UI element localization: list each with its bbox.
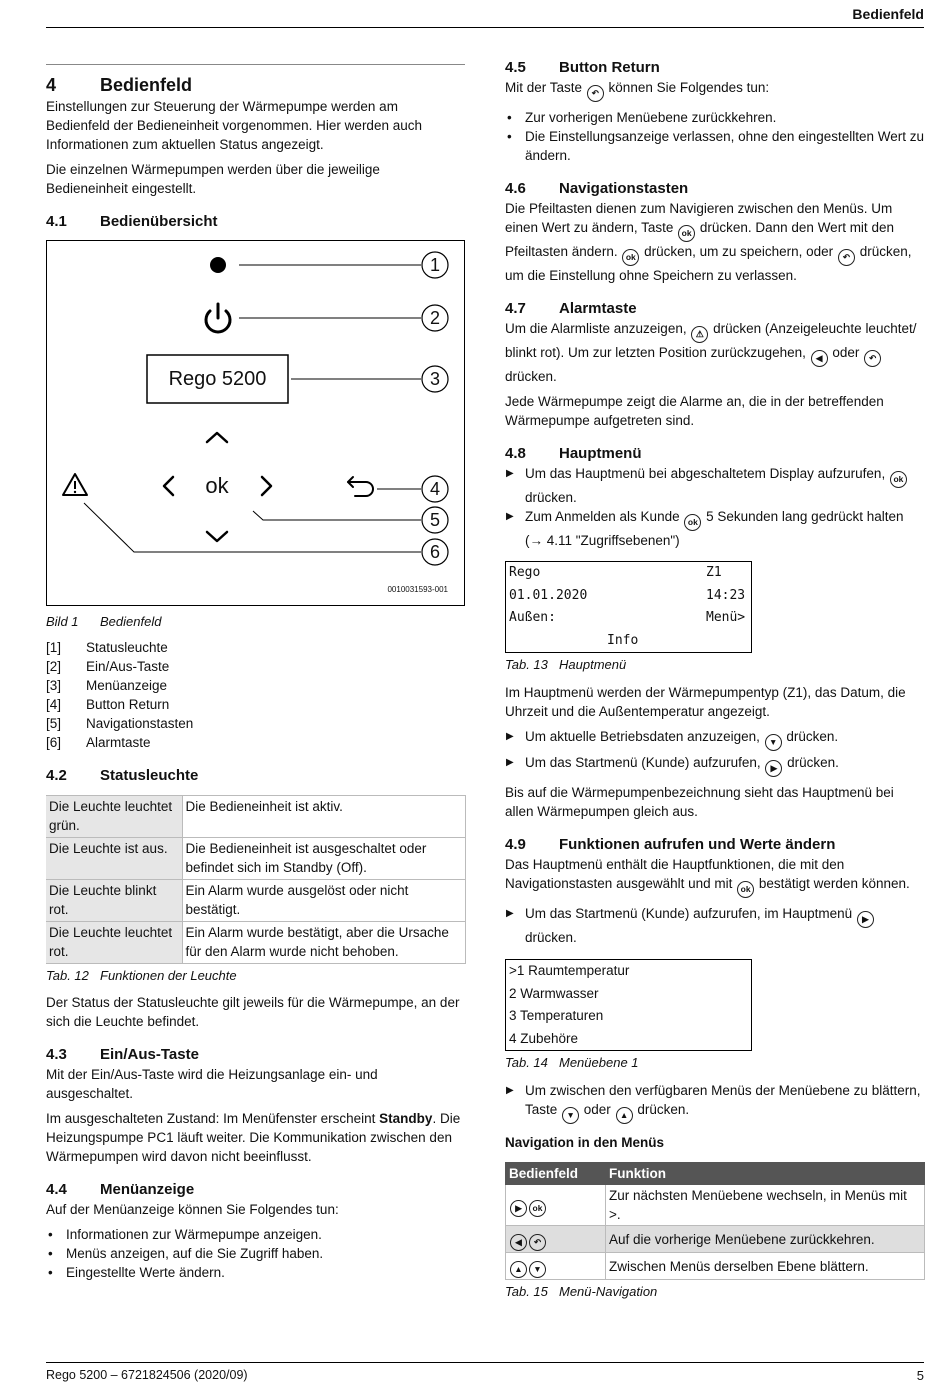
list-item: • Informationen zur Wärmepumpe anzeigen. xyxy=(46,1225,465,1244)
menu-navigation-table: Bedienfeld Funktion ▶ ok Zur nächsten Menüebene wechseln, in Menüs mit >. ◀ ↶ Auf die vorherige Menüebene zurückkehren. ▲ ▼ Zwischen Menüs derselben Ebene blättern. xyxy=(505,1162,925,1280)
left-key-icon: ◀ xyxy=(510,1234,527,1251)
section-4-3-text-1: Mit der Ein/Aus-Taste wird die Heizungsanlage ein- und ausgeschaltet. xyxy=(46,1067,378,1101)
callout-5: 5 xyxy=(429,510,440,530)
section-4-5-heading: 4.5 Button Return xyxy=(505,59,660,76)
section-4-text-1: Einstellungen zur Steuerung der Wärmepumpe werden am Bedienfeld der Bedieneinheit vorgenommen. Hier werden auch Informationen zum aktuellen Status angezeigt. xyxy=(46,99,422,152)
control-panel-drawing xyxy=(47,241,466,607)
down-key-icon: ▼ xyxy=(765,734,782,751)
callout-3: 3 xyxy=(429,369,440,389)
section-4-3-text-2: Im ausgeschalteten Zustand: Im Menüfenster erscheint Standby. Die Heizungspumpe PC1 läuft weiter. Die Kommunikation zwischen den Wärmepumpen wird davon nicht beeinflusst. xyxy=(46,1111,461,1164)
list-item: ▶ Um zwischen den verfügbaren Menüs der Menüebene zu blättern, Taste ▼ oder ▲ drücken. xyxy=(505,1081,925,1124)
list-item: 2 Warmwasser xyxy=(509,985,599,1001)
figure-caption: Bild 1 Bedienfeld xyxy=(46,614,162,629)
table-12-caption: Tab. 12 Funktionen der Leuchte xyxy=(46,968,237,983)
list-item: ▶ Um aktuelle Betriebsdaten anzuzeigen, ▼ drücken. xyxy=(505,727,925,751)
list-item: • Zur vorherigen Menüebene zurückkehren. xyxy=(505,108,925,127)
ok-key-icon: ok xyxy=(890,471,907,488)
list-item: • Die Einstellungsanzeige verlassen, ohne den eingestellten Wert zu ändern. xyxy=(505,127,925,165)
main-menu-display: Rego Z1 01.01.2020 14:23 Außen: Menü> Info xyxy=(505,561,752,653)
section-4-text-2: Die einzelnen Wärmepumpen werden über die jeweilige Bedieneinheit eingestellt. xyxy=(46,162,380,196)
list-item: ▶ Zum Anmelden als Kunde ok 5 Sekunden lang gedrückt halten (→ 4.11 "Zugriffsebenen") xyxy=(505,507,925,550)
table-row: Die Leuchte ist aus. Die Bedieneinheit ist ausgeschaltet oder befindet sich im Standby (Off). xyxy=(46,838,466,880)
right-column xyxy=(505,58,925,1301)
down-arrow-icon xyxy=(207,532,227,541)
section-4-1-heading: 4.1 Bedienübersicht xyxy=(46,213,218,230)
return-key-icon: ↶ xyxy=(529,1234,546,1251)
section-4-5-list xyxy=(505,108,925,165)
section-4-8-steps-2 xyxy=(505,727,925,777)
table-row: Die Leuchte leuchtet rot. Ein Alarm wurde bestätigt, aber die Ursache für den Alarm wurde nicht behoben. xyxy=(46,922,466,964)
section-4-8-steps xyxy=(505,464,925,550)
callout-2: 2 xyxy=(429,308,440,328)
right-key-icon: ▶ xyxy=(857,911,874,928)
header-title: Bedienfeld xyxy=(852,6,924,22)
return-key-icon: ↶ xyxy=(587,85,604,102)
list-item: • Eingestellte Werte ändern. xyxy=(46,1263,465,1282)
menu-level-1-display xyxy=(505,959,752,1051)
ok-key-icon: ok xyxy=(684,514,701,531)
left-arrow-icon xyxy=(164,477,173,495)
up-key-icon: ▲ xyxy=(510,1261,527,1278)
table-14-caption: Tab. 14 Menüebene 1 xyxy=(505,1055,639,1070)
return-icon xyxy=(348,477,373,496)
return-key-icon: ↶ xyxy=(838,249,855,266)
section-4-9-steps-2 xyxy=(505,1081,925,1124)
section-4-2-heading: 4.2 Statusleuchte xyxy=(46,767,199,784)
section-4-7-heading: 4.7 Alarmtaste xyxy=(505,300,637,317)
list-item: 4 Zubehöre xyxy=(509,1030,579,1046)
section-4-9-text: Das Hauptmenü enthält die Hauptfunktionen, die mit den Navigationstasten ausgewählt und mit ok bestätigt werden können. xyxy=(505,855,925,898)
left-key-icon: ◀ xyxy=(811,350,828,367)
section-4-heading: 4 Bedienfeld xyxy=(46,75,193,95)
left-column xyxy=(46,64,465,1282)
list-item: • Menüs anzeigen, auf die Sie Zugriff haben. xyxy=(46,1244,465,1263)
section-4-3-heading: 4.3 Ein/Aus-Taste xyxy=(46,1046,199,1063)
section-4-6-text: Die Pfeiltasten dienen zum Navigieren zwischen den Menüs. Um einen Wert zu ändern, Taste ok drücken. Dann den Wert mit den Pfeiltasten ändern. ok drücken, um zu speichern, oder ↶ drücken, um die Einstellung ohne Speichern zu verlassen. xyxy=(505,201,912,283)
callout-1: 1 xyxy=(429,255,440,275)
table-row: ◀ ↶ Auf die vorherige Menüebene zurückkehren. xyxy=(506,1226,925,1253)
section-4-8-heading: 4.8 Hauptmenü xyxy=(505,445,642,462)
section-4-4-text: Auf der Menüanzeige können Sie Folgendes tun: xyxy=(46,1202,339,1217)
list-item: 3 Temperaturen xyxy=(509,1008,604,1023)
footer-rule xyxy=(46,1362,924,1363)
section-4-7-text-2: Jede Wärmepumpe zeigt die Alarme an, die in der betreffenden Wärmepumpe aufgetreten sind. xyxy=(505,394,884,428)
section-4-2-text: Der Status der Statusleuchte gilt jeweils für die Wärmepumpe, an der sich die Leuchte befindet. xyxy=(46,995,460,1029)
ok-key-icon: ok xyxy=(622,249,639,266)
section-4-8-text-2: Bis auf die Wärmepumpenbezeichnung sieht das Hauptmenü bei allen Wärmepumpen gleich aus. xyxy=(505,785,894,819)
callout-4: 4 xyxy=(429,479,440,499)
callout-6: 6 xyxy=(429,542,440,562)
section-4-9-steps xyxy=(505,904,925,947)
table-row: Die Leuchte leuchtet grün. Die Bedieneinheit ist aktiv. xyxy=(46,796,466,838)
list-item: ▶ Um das Startmenü (Kunde) aufzurufen, im Hauptmenü ▶ drücken. xyxy=(505,904,925,947)
table-15-caption: Tab. 15 Menü-Navigation xyxy=(505,1284,658,1299)
status-light-table xyxy=(46,795,466,964)
section-4-5-text: Mit der Taste ↶ können Sie Folgendes tun: xyxy=(505,78,925,102)
alarm-key-icon: ⚠ xyxy=(691,326,708,343)
ok-button-label: ok xyxy=(205,473,229,498)
section-4-8-text-1: Im Hauptmenü werden der Wärmepumpentyp (Z1), das Datum, die Uhrzeit und die Außentemperatur angezeigt. xyxy=(505,685,906,719)
right-arrow-icon xyxy=(262,477,271,495)
figure-code: 0010031593-001 xyxy=(387,585,448,594)
table-13-caption: Tab. 13 Hauptmenü xyxy=(505,657,627,672)
list-item: ▶ Um das Hauptmenü bei abgeschaltetem Display aufzurufen, ok drücken. xyxy=(505,464,925,507)
down-key-icon: ▼ xyxy=(529,1261,546,1278)
section-4-4-list xyxy=(46,1225,465,1282)
up-arrow-icon xyxy=(207,433,227,442)
list-item: >1 Raumtemperatur xyxy=(509,963,630,978)
section-rule xyxy=(46,64,465,65)
section-4-4-heading: 4.4 Menüanzeige xyxy=(46,1181,195,1198)
up-key-icon: ▲ xyxy=(616,1107,633,1124)
menu-display-text: Rego 5200 xyxy=(168,368,267,390)
status-light-icon xyxy=(210,257,226,273)
page-number: 5 xyxy=(916,1368,924,1383)
control-panel-figure xyxy=(46,240,465,606)
section-4-7-text-1: Um die Alarmliste anzuzeigen, ⚠ drücken (Anzeigeleuchte leuchtet/ blinkt rot). Um zur letzten Position zurückzugehen, ◀ oder ↶ drücken. xyxy=(505,321,917,384)
figure-legend: [1] Statusleuchte [2] Ein/Aus-Taste [3] Menüanzeige [4] Button Return [5] Navigationstasten [6] Alarmtaste xyxy=(46,640,194,750)
list-item: ▶ Um das Startmenü (Kunde) aufzurufen, ▶ drücken. xyxy=(505,753,925,777)
ok-key-icon: ok xyxy=(529,1200,546,1217)
right-key-icon: ▶ xyxy=(765,760,782,777)
table-row: ▶ ok Zur nächsten Menüebene wechseln, in Menüs mit >. xyxy=(506,1185,925,1226)
navigation-subheading: Navigation in den Menüs xyxy=(505,1135,665,1150)
down-key-icon: ▼ xyxy=(562,1107,579,1124)
return-key-icon: ↶ xyxy=(864,350,881,367)
section-4-9-heading: 4.9 Funktionen aufrufen und Werte ändern xyxy=(505,836,836,853)
right-key-icon: ▶ xyxy=(510,1200,527,1217)
table-row: ▲ ▼ Zwischen Menüs derselben Ebene blättern. xyxy=(506,1253,925,1280)
power-icon xyxy=(206,304,230,332)
header-rule xyxy=(46,27,924,28)
ok-key-icon: ok xyxy=(678,225,695,242)
ok-key-icon: ok xyxy=(737,881,754,898)
footer-doc-id: Rego 5200 – 6721824506 (2020/09) xyxy=(46,1368,248,1382)
table-row: Die Leuchte blinkt rot. Ein Alarm wurde ausgelöst oder nicht bestätigt. xyxy=(46,880,466,922)
section-4-6-heading: 4.6 Navigationstasten xyxy=(505,180,689,197)
